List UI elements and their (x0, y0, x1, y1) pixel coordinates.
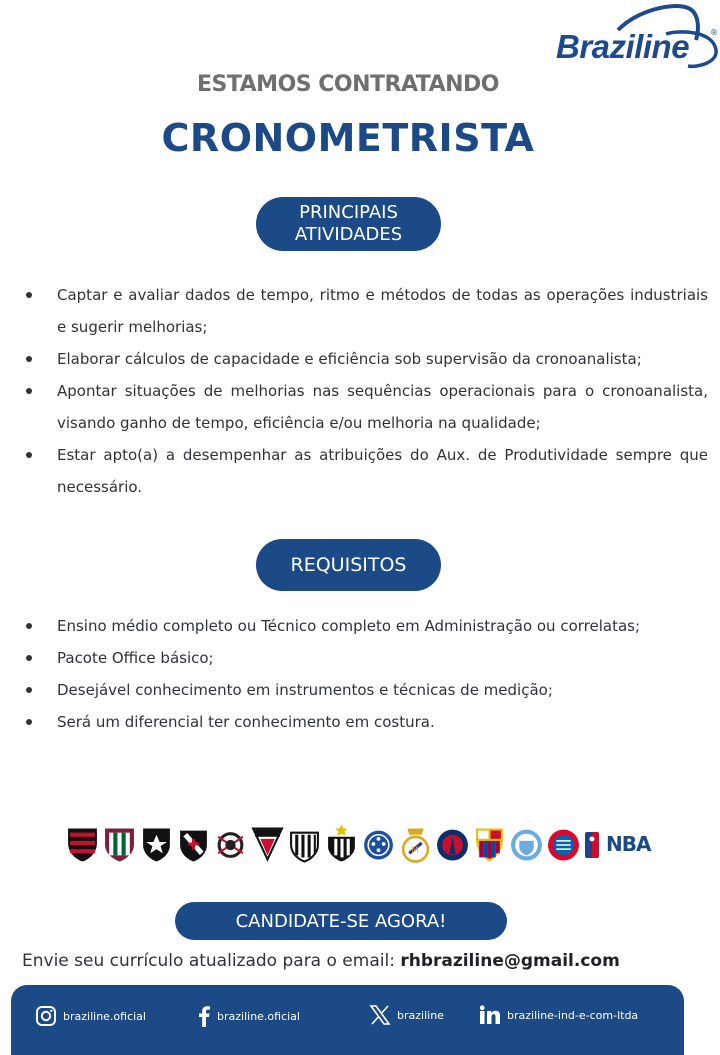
svg-text:M: M (411, 844, 419, 855)
facebook-handle: braziline.oficial (217, 1009, 300, 1023)
list-item: Apontar situações de melhorias nas sequências operacionais para o cronoanalista, visando ganho de tempo, eficiência e/ou melhoria na qualidade; (22, 375, 708, 439)
flamengo-crest-icon (66, 824, 99, 864)
registered-mark: ® (710, 28, 718, 37)
list-item: Será um diferencial ter conhecimento em costura. (22, 706, 708, 738)
nba-wordmark: NBA (606, 832, 651, 856)
x-icon (369, 1005, 391, 1025)
real-madrid-crest-icon (399, 824, 432, 864)
manchester-city-crest-icon (510, 824, 543, 864)
x-handle: braziline (397, 1008, 444, 1022)
apply-now-button[interactable]: CANDIDATE-SE AGORA! (175, 902, 507, 940)
santos-crest-icon (288, 824, 321, 864)
bayern-crest-icon (547, 824, 580, 864)
email-instruction (22, 951, 620, 971)
list-item: Estar apto(a) a desempenhar as atribuições do Aux. de Produtividade sempre que necessário. (22, 439, 708, 503)
botafogo-crest-icon (140, 824, 173, 864)
sao-paulo-crest-icon (251, 824, 284, 864)
linkedin-handle: braziline-ind-e-com-ltda (507, 1008, 639, 1022)
job-title: CRONOMETRISTA (161, 116, 535, 160)
fluminense-crest-icon (103, 824, 136, 864)
heading-line-1: PRINCIPAIS (299, 202, 398, 223)
logo-wordmark: Braziline (556, 28, 690, 65)
atividades-list (22, 279, 708, 503)
requisitos-list (22, 610, 708, 738)
list-item: Captar e avaliar dados de tempo, ritmo e métodos de todas as operações industriais e sugerir melhorias; (22, 279, 708, 343)
section-heading-atividades (256, 197, 441, 251)
nba-logo-icon (584, 824, 600, 864)
list-item: Pacote Office básico; (22, 642, 708, 674)
section-heading-requisitos: REQUISITOS (256, 539, 441, 591)
facebook-link[interactable] (197, 1005, 300, 1027)
facebook-icon (197, 1005, 211, 1027)
corinthians-crest-icon (214, 824, 247, 864)
email-prefix: Envie seu currículo atualizado para o email: (22, 951, 401, 971)
cruzeiro-crest-icon (362, 824, 395, 864)
heading-line-2: ATIVIDADES (294, 224, 403, 245)
list-item: Ensino médio completo ou Técnico completo em Administração ou correlatas; (22, 610, 708, 642)
instagram-icon (35, 1005, 57, 1027)
linkedin-icon (479, 1005, 501, 1025)
email-link[interactable]: rhbraziline@gmail.com (400, 951, 620, 971)
x-link[interactable] (369, 1005, 444, 1025)
barcelona-crest-icon (473, 824, 506, 864)
atletico-mg-crest-icon (325, 824, 358, 864)
instagram-handle: braziline.oficial (63, 1009, 146, 1023)
hiring-kicker: ESTAMOS CONTRATANDO (196, 72, 500, 97)
braziline-logo (548, 0, 720, 78)
list-item: Elaborar cálculos de capacidade e eficiência sob supervisão da cronoanalista; (22, 343, 708, 375)
vasco-crest-icon (177, 824, 210, 864)
partner-logos (66, 818, 656, 870)
list-item: Desejável conhecimento em instrumentos e técnicas de medição; (22, 674, 708, 706)
psg-crest-icon (436, 824, 469, 864)
social-footer (11, 985, 684, 1055)
linkedin-link[interactable] (479, 1005, 638, 1025)
instagram-link[interactable] (35, 1005, 146, 1027)
